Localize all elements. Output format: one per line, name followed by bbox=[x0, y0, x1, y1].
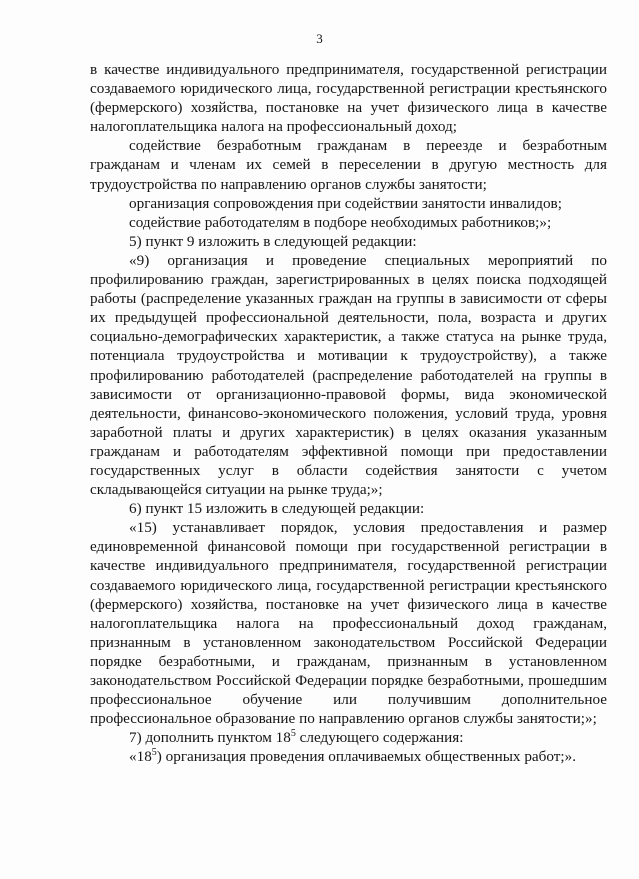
item-7-text-after: следующего содержания: bbox=[295, 729, 464, 747]
item-9-text: «9) организация и проведение специальных мероприятий по профилированию граждан, зарегистрированных в целях поиска подходящей работы (распределение указанных граждан на группы в зависимости от сферы их предыдущей профессиональной деятельности, пола, возраста и других социально-демографических характеристик, а также статуса на рынке труда, потенциала трудоустройства и мотивации к трудоустройству), а также профилированию работодателей (распределение работодателей на группы в зависимости от организационно-правовой формы, вида экономической деятельности, финансово-экономического положения, условий труда, уровня заработной платы и других характеристик) в целях оказания указанным гражданам и работодателям эффективной помощи при предоставлении государственных услуг в области содействия занятости с учетом складывающейся ситуации на рынке труда;»; bbox=[90, 251, 607, 499]
page-number: 3 bbox=[316, 31, 323, 46]
item-7-superscript: 5 bbox=[290, 728, 296, 740]
paragraph-disabled-support: организация сопровождения при содействии занятости инвалидов; bbox=[129, 194, 562, 212]
paragraph-employer-assistance: содействие работодателям в подборе необходимых работников;»; bbox=[129, 213, 552, 231]
item-7-heading bbox=[90, 728, 607, 747]
paragraph-continuation: в качестве индивидуального предпринимателя, государственной регистрации создаваемого юридического лица, государственной регистрации крестьянского (фермерского) хозяйства, постановке на учет физического лица в качестве налогоплательщика налога на профессиональный доход; bbox=[90, 61, 607, 136]
item-18-text-before: «18 bbox=[129, 748, 152, 766]
item-6-heading: 6) пункт 15 изложить в следующей редакции: bbox=[129, 500, 425, 518]
item-18-text-after: ) организация проведения оплачиваемых общественных работ;». bbox=[156, 748, 577, 766]
item-7-text-before: 7) дополнить пунктом 18 bbox=[129, 729, 291, 747]
item-18-5-text bbox=[90, 747, 607, 766]
paragraph-relocation-assistance: содействие безработным гражданам в переезде и безработным гражданам и членам их семей в переселении в другую местность для трудоустройства по направлению органов службы занятости; bbox=[90, 137, 607, 193]
item-5-heading: 5) пункт 9 изложить в следующей редакции: bbox=[129, 232, 417, 250]
document-body bbox=[90, 60, 607, 766]
item-15-text: «15) устанавливает порядок, условия предоставления и размер единовременной финансовой помощи при государственной регистрации в качестве индивидуального предпринимателя, государственной регистрации создаваемого юридического лица, государственной регистрации крестьянского (фермерского) хозяйства, постановке на учет физического лица в качестве налогоплательщика налога на профессиональный доход гражданам, признанным в установленном законодательством Российской Федерации порядке безработными, и гражданам, признанным в установленном законодательством Российской Федерации порядке безработными, прошедшим профессиональное обучение или получившим дополнительное профессиональное образование по направлению органов службы занятости;»; bbox=[90, 519, 607, 728]
item-18-superscript: 5 bbox=[151, 747, 157, 759]
